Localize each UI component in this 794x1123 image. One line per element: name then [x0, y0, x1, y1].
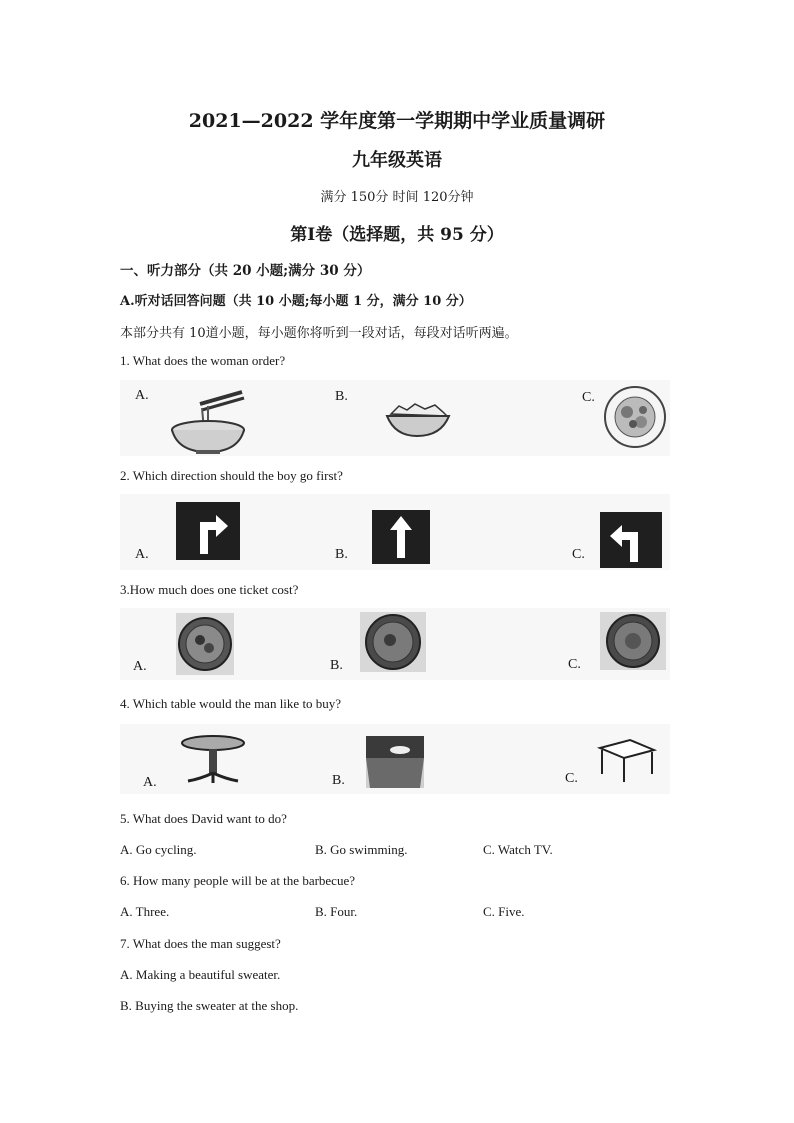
option-a: A. Go cycling.	[120, 842, 197, 857]
volume-heading: 第Ⅰ卷（选择题，共 95 分）	[290, 225, 504, 245]
go-straight-sign-icon	[372, 510, 430, 564]
low-table-icon	[596, 738, 656, 784]
section-instruction: 本部分共有 10道小题，每小题你将听到一段对话，每段对话听两遍。	[120, 326, 518, 341]
option-b: B. Buying the sweater at the shop.	[120, 998, 299, 1013]
option-a: A. Three.	[120, 904, 170, 919]
option-label-a: A.	[135, 547, 149, 562]
turn-right-sign-icon	[176, 502, 240, 560]
question-3: 3.How much does one ticket cost?	[120, 582, 299, 597]
option-label-b: B.	[335, 389, 348, 404]
option-label-a: A.	[143, 775, 157, 790]
round-table-icon	[180, 735, 246, 787]
option-label-c: C.	[572, 547, 585, 562]
option-label-b: B.	[330, 658, 343, 673]
option-label-b: B.	[332, 773, 345, 788]
question-6: 6. How many people will be at the barbecue?	[120, 873, 355, 888]
option-b: B. Go swimming.	[315, 842, 408, 857]
part-a-heading: A.听对话回答问题（共 10 小题;每小题 1 分，满分 10 分）	[120, 294, 472, 309]
coin-icon	[176, 613, 234, 675]
option-label-b: B.	[335, 547, 348, 562]
question-1: 1. What does the woman order?	[120, 353, 286, 368]
option-label-c: C.	[565, 771, 578, 786]
food-bowl-icon	[385, 400, 451, 440]
turn-left-sign-icon	[600, 512, 662, 568]
salad-plate-icon	[603, 386, 667, 448]
coin-icon	[600, 612, 666, 670]
option-a: A. Making a beautiful sweater.	[120, 967, 281, 982]
option-label-a: A.	[135, 388, 149, 403]
listening-section-heading: 一、听力部分（共 20 小题;满分 30 分）	[120, 263, 371, 279]
exam-meta: 满分 150分 时间 120分钟	[320, 190, 474, 205]
question-4: 4. Which table would the man like to buy?	[120, 696, 342, 711]
option-b: B. Four.	[315, 904, 358, 919]
question-5: 5. What does David want to do?	[120, 811, 287, 826]
square-table-icon	[366, 736, 424, 788]
option-label-a: A.	[133, 659, 147, 674]
option-c: C. Five.	[483, 904, 525, 919]
coin-icon	[360, 612, 426, 672]
option-c: C. Watch TV.	[483, 842, 553, 857]
exam-subject: 九年级英语	[352, 150, 442, 171]
option-label-c: C.	[582, 390, 595, 405]
noodle-bowl-icon	[170, 386, 250, 456]
option-label-c: C.	[568, 657, 581, 672]
exam-title: 2021—2022 学年度第一学期期中学业质量调研	[188, 110, 606, 132]
question-2: 2. Which direction should the boy go first?	[120, 468, 343, 483]
question-7: 7. What does the man suggest?	[120, 936, 281, 951]
